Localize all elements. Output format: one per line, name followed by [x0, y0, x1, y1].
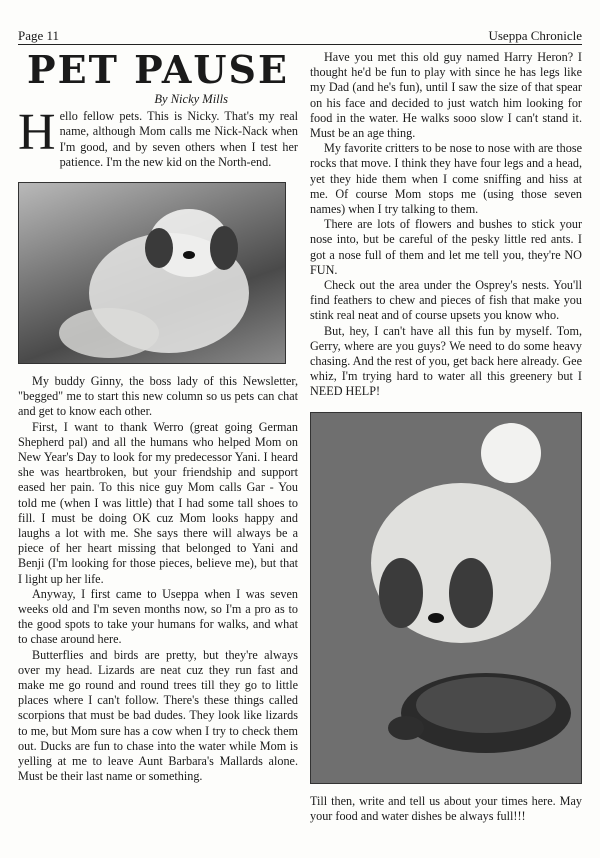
paragraph: Anyway, I first came to Useppa when I was seven weeks old and I'm seven months now, so I'm a pro as to the good spots to take your humans for walks, and what to chase around here.	[18, 586, 298, 647]
intro-paragraph	[18, 104, 298, 170]
paragraph: Butterflies and birds are pretty, but they're always over my head. Lizards are neat cuz they run fast and make me go round and round trees till they go to little places where I can't follow. There's these things called scorpions that must be bad dudes. They look like lizards to me, but Mom sure has a cow when I try to check them out. Ducks are fun to chase into the water while Mom is yelling at me to leave Aunt Barbara's Mallards alone. Must be their last name or something.	[18, 647, 298, 784]
left-column	[18, 47, 298, 785]
drop-cap: H	[18, 104, 56, 162]
intro-text: ello fellow pets. This is Nicky. That's my real name, although Mom calls me Nick-Nack when I'm good, and by seven others when I test her patience. I'm the new kid on the North-end.	[59, 109, 298, 169]
article-title: PET PAUSE	[27, 47, 289, 92]
right-column	[310, 50, 582, 824]
paragraph: There are lots of flowers and bushes to stick your nose into, but be careful of the pesky little red ants. I got a nose full of them and let me tell you, they're NO FUN.	[310, 217, 582, 277]
publication-name: Useppa Chronicle	[488, 28, 582, 43]
paragraph: My buddy Ginny, the boss lady of this Newsletter, "begged" me to start this new column so us pets can chat and get to know each other.	[18, 374, 298, 419]
byline: By Nicky Mills	[154, 92, 228, 106]
paragraph: Have you met this old guy named Harry Heron? I thought he'd be fun to play with since he has legs like my Dad (and he's fun), until I saw the size of that spear on his face and decided to just watch him looking for food in the water. He walks sooo slow I can't stand it. Must be an age thing.	[310, 50, 582, 141]
page-number: Page 11	[18, 28, 60, 43]
closing-paragraph: Till then, write and tell us about your times here. May your food and water dishes be always full!!!	[310, 793, 582, 823]
paragraph: Check out the area under the Osprey's nests. You'll find feathers to chew and pieces of fish that make you stink real neat and of course upsets you know who.	[310, 278, 582, 323]
paragraph: My favorite critters to be nose to nose with are those rocks that move. I think they have four legs and a head, yet they hide them when I come sniffing and hiss at me. Of course Mom stops me (using those seven names) when I try talking to them.	[310, 141, 582, 217]
page-header	[18, 26, 582, 45]
dog-photo	[18, 182, 286, 364]
paragraph: First, I want to thank Werro (great going German Shepherd pal) and all the humans who helped Mom on New Year's Day to look for my predecessor Yani. I heard she was heartbroken, but your friendship and support eased her pain. To this nice guy Mom calls Gar - You told me (when I was little) that I had some tall shoes to fill. I must be doing OK cuz Mom looks happy and laughs a lot with me. She says there will always be a piece of her heart missing that belonged to Yani and Benji (I'm looking for those pieces, believe me), but that I light up her life.	[18, 419, 298, 586]
dog-and-tortoise-photo	[310, 412, 582, 784]
paragraph: But, hey, I can't have all this fun by myself. Tom, Gerry, where are you guys? We need to do some heavy chasing. And the rest of you, get back here already. Gee whiz, I'm trying hard to water all this greenery but I NEED HELP!	[310, 323, 582, 399]
